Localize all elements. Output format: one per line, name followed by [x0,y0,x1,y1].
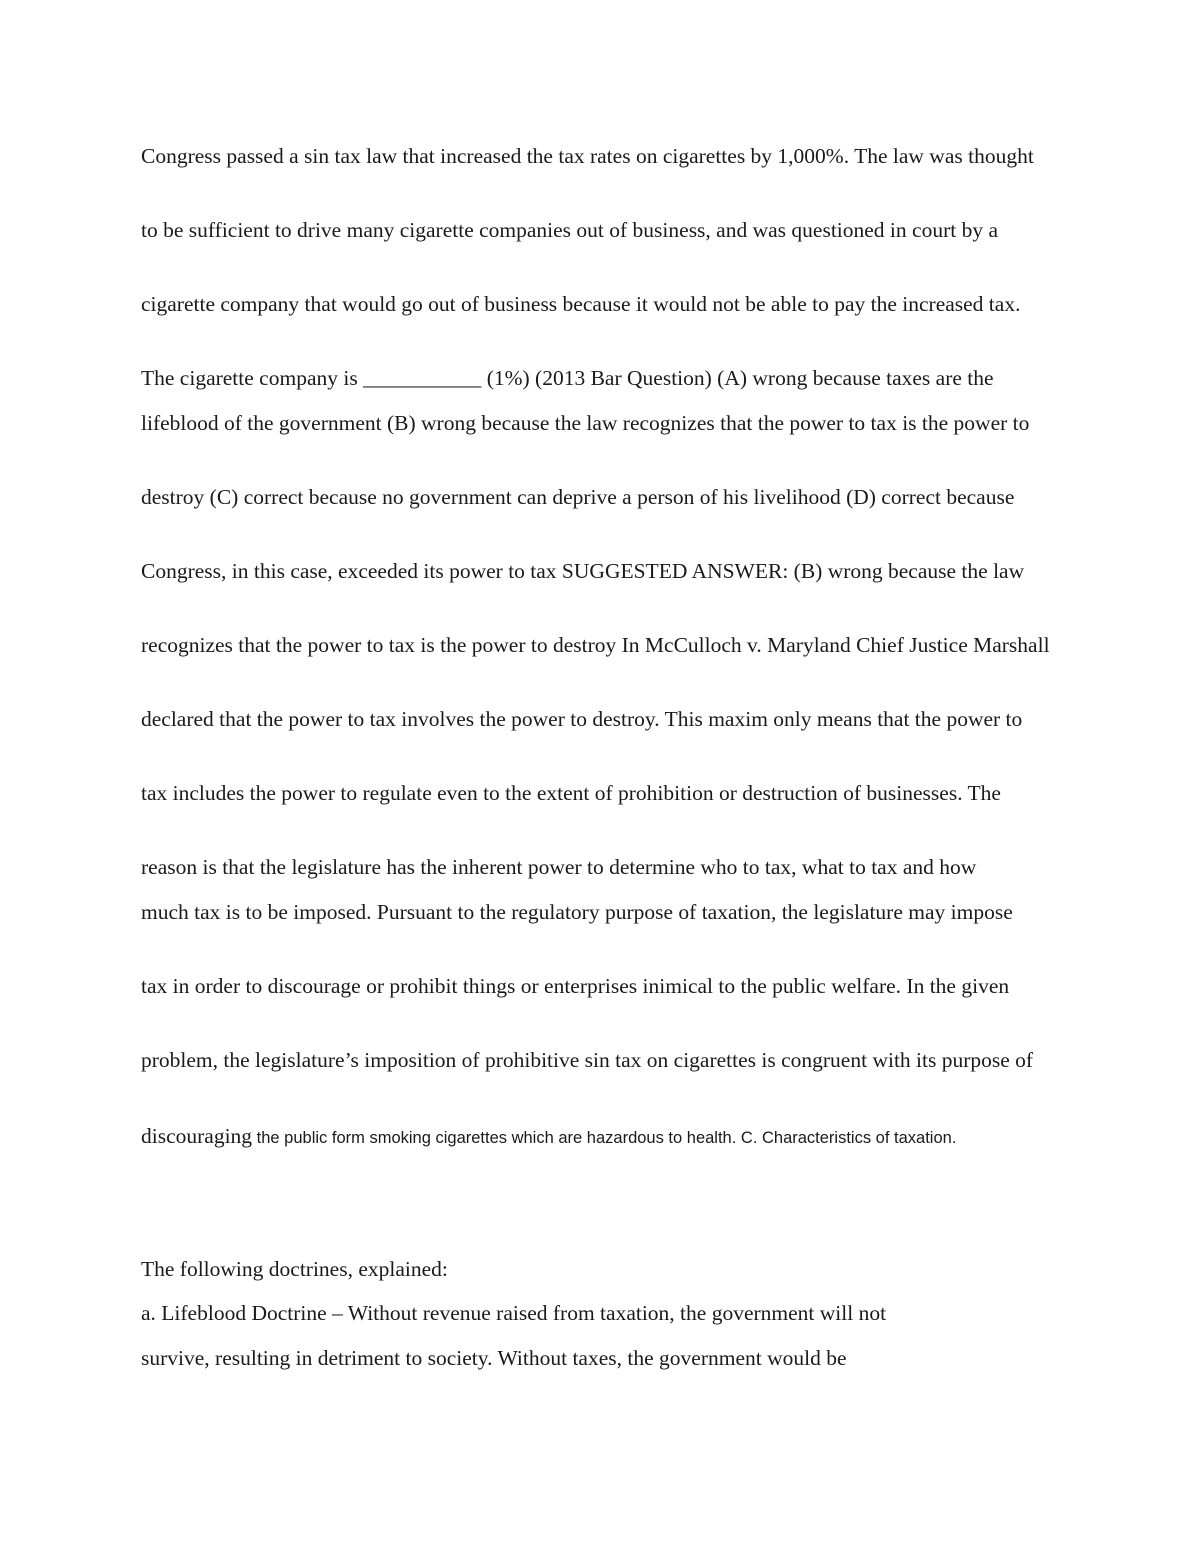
paragraph-discourage-prohibit: tax in order to discourage or prohibit things or enterprises inimical to the public welfare. In the given [141,974,1010,998]
paragraph-sin-tax-law: Congress passed a sin tax law that increased the tax rates on cigarettes by 1,000%. The law was thought [141,144,1034,168]
mixed-sans-text: the public form smoking cigarettes which are hazardous to health. C. Characteristics of taxation. [252,1129,957,1147]
paragraph-sufficient-to-drive: to be sufficient to drive many cigarette companies out of business, and was questioned in court by a [141,218,998,242]
paragraph-bar-question: The cigarette company is ___________ (1%) (2013 Bar Question) (A) wrong because taxes are the [141,366,994,390]
paragraph-suggested-answer: Congress, in this case, exceeded its power to tax SUGGESTED ANSWER: (B) wrong because the law [141,559,1025,583]
paragraph-lifeblood-option: lifeblood of the government (B) wrong because the law recognizes that the power to tax is the power to [141,411,1030,435]
paragraph-characteristics-of-taxation [141,1114,1059,1160]
lifeblood-doctrine-line-1: a. Lifeblood Doctrine – Without revenue raised from taxation, the government will not [141,1301,887,1325]
paragraph-inherent-power: reason is that the legislature has the inherent power to determine who to tax, what to tax and how [141,855,977,879]
paragraph-prohibitive-sin-tax: problem, the legislature’s imposition of prohibitive sin tax on cigarettes is congruent with its purpose of [141,1048,1034,1072]
paragraph-regulatory-purpose: much tax is to be imposed. Pursuant to the regulatory purpose of taxation, the legislature may impose [141,900,1013,924]
doctrines-intro: The following doctrines, explained: [141,1257,448,1281]
paragraph-power-to-regulate: tax includes the power to regulate even to the extent of prohibition or destruction of businesses. The [141,781,1001,805]
lifeblood-doctrine-line-2: survive, resulting in detriment to society. Without taxes, the government would be [141,1346,847,1370]
paragraph-power-to-destroy: declared that the power to tax involves the power to destroy. This maxim only means that the power to [141,707,1023,731]
paragraph-destroy-option: destroy (C) correct because no government can deprive a person of his livelihood (D) correct because [141,485,1015,509]
paragraph-mcculloch: recognizes that the power to tax is the power to destroy In McCulloch v. Maryland Chief Justice Marshall [141,633,1050,657]
paragraph-cigarette-company: cigarette company that would go out of business because it would not be able to pay the increased tax. [141,292,1021,316]
mixed-serif-text: discouraging [141,1124,253,1148]
